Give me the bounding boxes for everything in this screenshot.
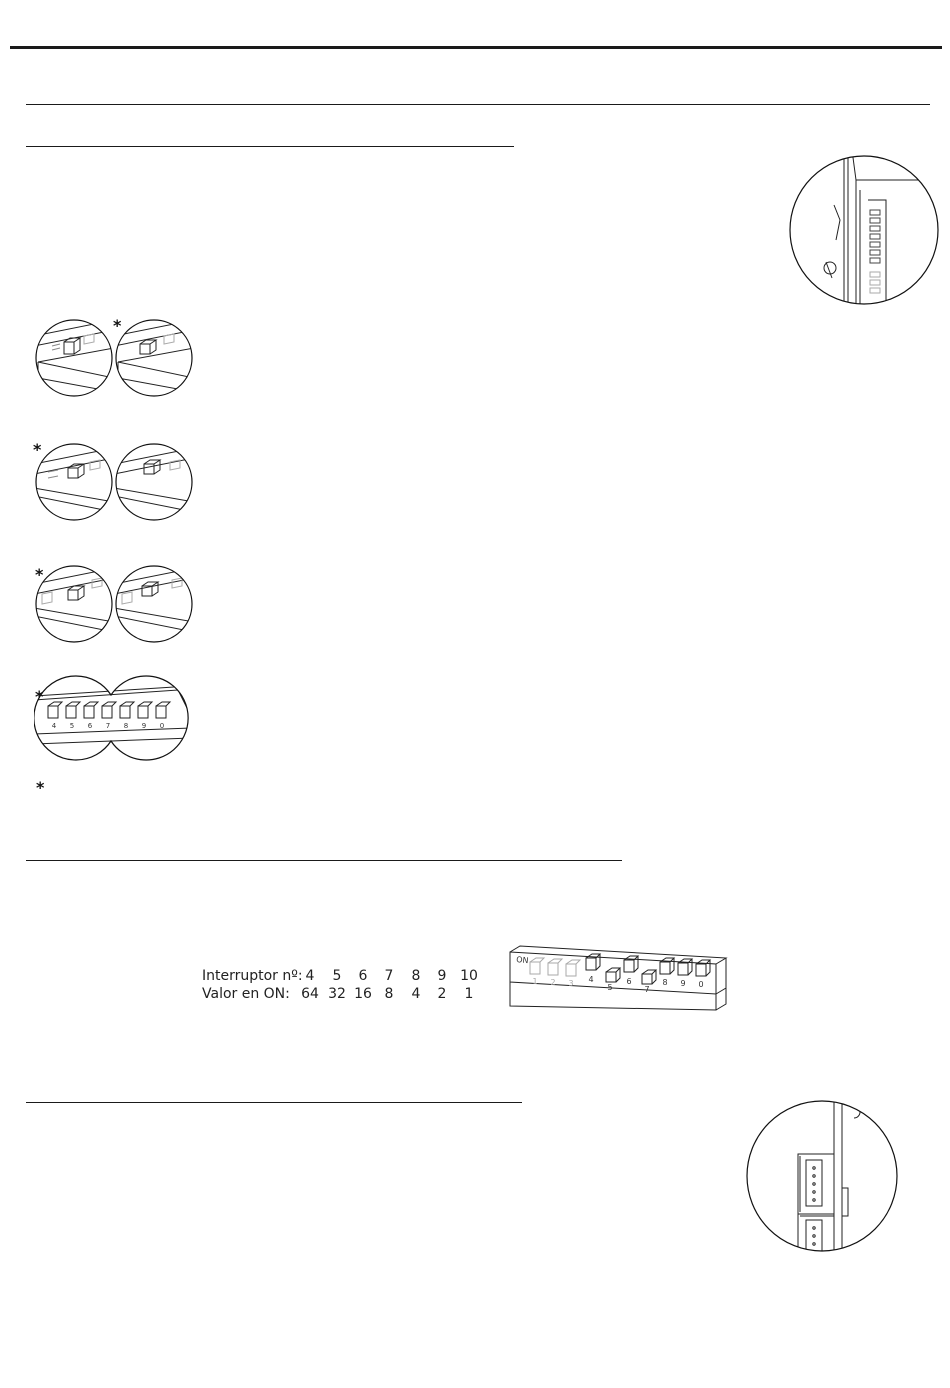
switch-closeup-row4-wide (34, 674, 190, 766)
dip-number: 5 (607, 983, 613, 992)
dip-number: 8 (662, 978, 668, 987)
switch-number: 6 (358, 968, 368, 984)
switch-closeup-row2-b (114, 442, 194, 522)
on-value: 16 (354, 986, 372, 1002)
asterisk-mark-row2: * (33, 440, 42, 459)
dip-number: 9 (680, 979, 686, 988)
closeup-number: 4 (51, 722, 57, 730)
closeup-number: 0 (159, 722, 165, 730)
switch-closeup-row3-a (34, 564, 114, 644)
on-value: 32 (328, 986, 346, 1002)
section-3-underline (26, 1102, 522, 1103)
on-value: 8 (384, 986, 394, 1002)
switch-number: 4 (305, 968, 315, 984)
switch-number: 10 (460, 968, 478, 984)
switch-number: 9 (437, 968, 447, 984)
dip-number: 6 (626, 977, 632, 986)
on-value-label: Valor en ON: (202, 986, 290, 1002)
asterisk-mark-row4: * (35, 687, 44, 706)
switch-closeup-row1-b (114, 318, 194, 398)
dip-number: 3 (568, 979, 574, 988)
dip-number: 0 (698, 980, 704, 989)
connector-closeup-illustration (744, 1098, 900, 1254)
device-dip-closeup-illustration (786, 150, 946, 306)
switch-closeup-row1-a (34, 318, 114, 398)
closeup-number: 7 (105, 722, 111, 730)
closeup-number: 9 (141, 722, 147, 730)
header-rule-thin (26, 104, 930, 105)
closeup-number: 8 (123, 722, 129, 730)
switch-closeup-row2-a (34, 442, 114, 522)
dip-number: 4 (588, 975, 594, 984)
switch-closeup-row3-b (114, 564, 194, 644)
asterisk-mark-row3: * (35, 565, 44, 584)
dip-number: 7 (644, 985, 650, 994)
dip-on-label: ON (515, 955, 529, 966)
on-value: 64 (301, 986, 319, 1002)
on-value: 2 (437, 986, 447, 1002)
dip-number: 1 (532, 977, 538, 986)
on-value: 4 (411, 986, 421, 1002)
on-value: 1 (464, 986, 474, 1002)
dip-switch-block-illustration (506, 944, 728, 1014)
switch-number: 8 (411, 968, 421, 984)
header-rule-thick (10, 46, 942, 49)
asterisk-mark-row1: * (113, 316, 122, 335)
closeup-number: 6 (87, 722, 93, 730)
switch-number: 5 (332, 968, 342, 984)
closeup-number: 5 (69, 722, 75, 730)
switch-number-label: Interruptor nº: (202, 968, 303, 984)
footnote-asterisk: * (36, 778, 45, 797)
switch-number: 7 (384, 968, 394, 984)
section-1-underline (26, 146, 514, 147)
section-2-underline (26, 860, 622, 861)
dip-number: 2 (550, 978, 556, 987)
